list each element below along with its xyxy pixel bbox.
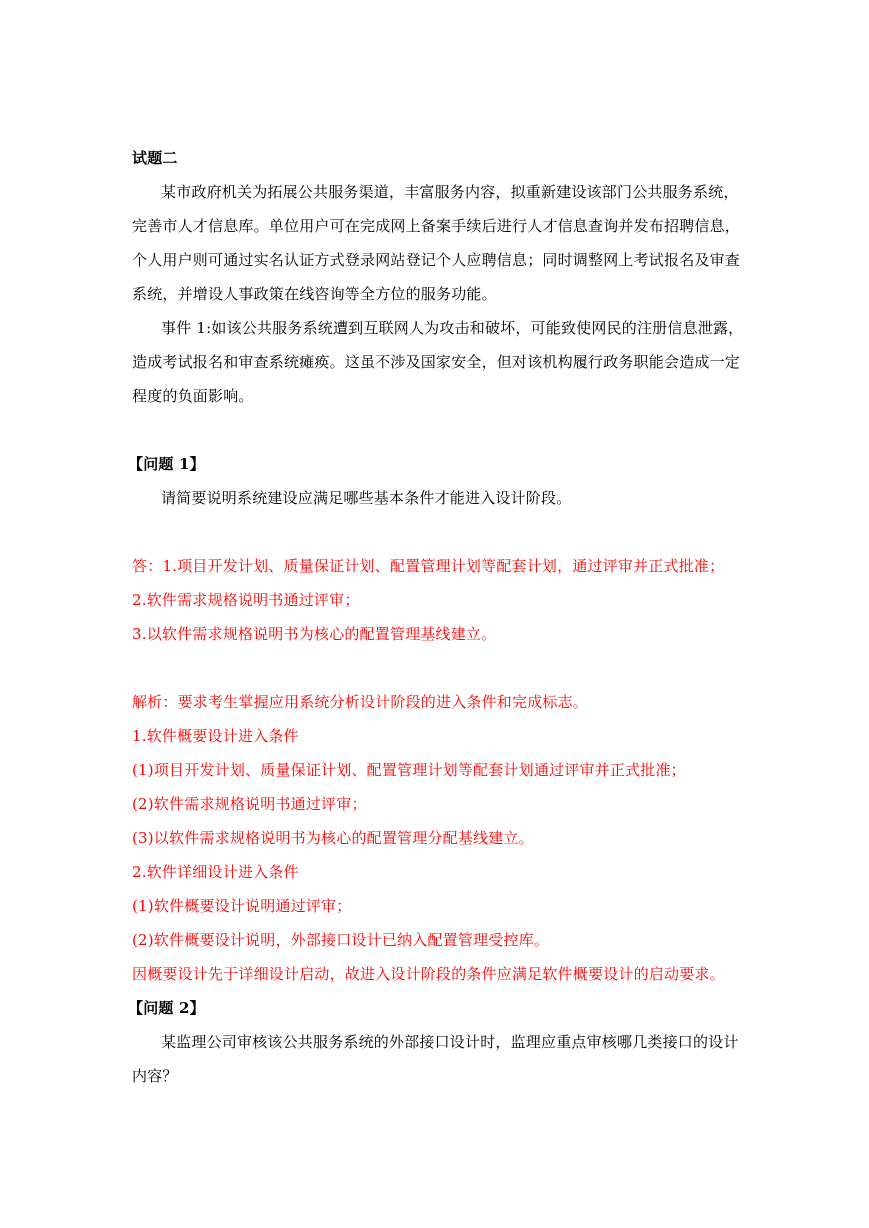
event-line: 造成考试报名和审查系统瘫痪。这虽不涉及国家安全，但对该机构履行政务职能会造成一定 [132,353,741,371]
question2-text: 某监理公司审核该公共服务系统的外部接口设计时，监理应重点审核哪几类接口的设计 [161,1033,739,1051]
exam-title: 试题二 [132,149,178,167]
analysis-line: 1.软件概要设计进入条件 [132,727,299,745]
question2-heading: 【问题 2】 [128,999,205,1017]
analysis-line: 解析：要求考生掌握应用系统分析设计阶段的进入条件和完成标志。 [132,693,589,711]
analysis-line: 因概要设计先于详细设计启动，故进入设计阶段的条件应满足软件概要设计的启动要求。 [132,965,725,983]
analysis-line: (1)项目开发计划、质量保证计划、配置管理计划等配套计划通过评审并正式批准； [132,761,686,779]
scenario-line: 个人用户则可通过实名认证方式登录网站登记个人应聘信息；同时调整网上考试报名及审查 [132,251,741,269]
analysis-line: (3)以软件需求规格说明书为核心的配置管理分配基线建立。 [132,829,534,847]
analysis-line: (1)软件概要设计说明通过评审； [132,897,352,915]
scenario-line: 完善市人才信息库。单位用户可在完成网上备案手续后进行人才信息查询并发布招聘信息， [132,217,741,235]
event-line: 程度的负面影响。 [132,387,254,405]
scenario-line: 某市政府机关为拓展公共服务渠道，丰富服务内容，拟重新建设该部门公共服务系统， [161,183,739,201]
analysis-line: (2)软件概要设计说明，外部接口设计已纳入配置管理受控库。 [132,931,550,949]
answer-line: 2.软件需求规格说明书通过评审； [132,591,360,609]
analysis-line: 2.软件详细设计进入条件 [132,863,299,881]
event-line: 事件 1:如该公共服务系统遭到互联网人为攻击和破坏，可能致使网民的注册信息泄露， [161,319,744,337]
scenario-line: 系统，并增设人事政策在线咨询等全方位的服务功能。 [132,285,497,303]
answer-line: 答：1.项目开发计划、质量保证计划、配置管理计划等配套计划，通过评审并正式批准； [132,557,725,575]
analysis-line: (2)软件需求规格说明书通过评审； [132,795,367,813]
question2-text: 内容？ [132,1067,178,1085]
question1-heading: 【问题 1】 [128,455,205,473]
question1-text: 请简要说明系统建设应满足哪些基本条件才能进入设计阶段。 [161,489,572,507]
answer-line: 3.以软件需求规格说明书为核心的配置管理基线建立。 [132,625,497,643]
